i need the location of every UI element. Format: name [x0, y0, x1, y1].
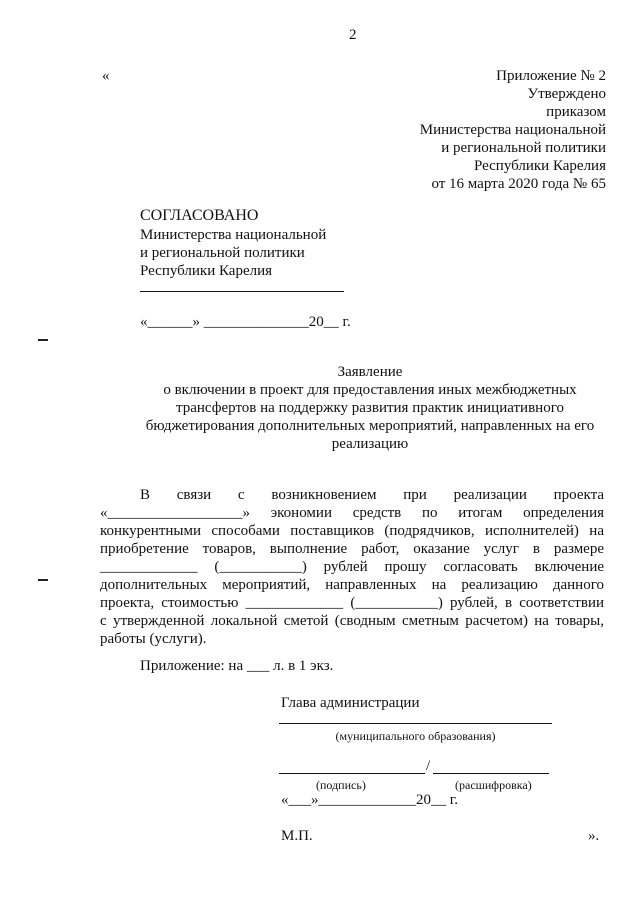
- appendix-block: [420, 67, 606, 193]
- heading-title: Заявление: [337, 364, 403, 380]
- close-quote: ».: [588, 828, 600, 844]
- head-title: Глава администрации: [281, 695, 420, 711]
- body-line: работы (услуги).: [100, 631, 207, 647]
- body-line: В связи с возникновением при реализации проекта: [140, 487, 604, 503]
- sign-line: [279, 773, 425, 774]
- body-line: с утвержденной локальной сметой (сводным сметным расчетом) на товары,: [100, 613, 604, 629]
- agreed-signature-line: [140, 291, 344, 292]
- municipal-line: [279, 723, 552, 724]
- body-line: приобретение товаров, выполнение работ, оказание услуг в размере: [100, 541, 604, 557]
- body-line: дополнительных мероприятий, направленных на реализацию данного: [100, 577, 604, 593]
- agreed-line: Министерства национальной: [140, 227, 327, 243]
- appendix-line: Министерства национальной: [419, 122, 606, 138]
- appendix-line: Приложение № 2: [496, 68, 606, 84]
- body-line: проекта, стоимостью _____________ (___________) рублей, в соответствии: [100, 595, 604, 611]
- agreed-date-line: «______» ______________20__ г.: [140, 314, 351, 330]
- page-number: 2: [349, 27, 357, 43]
- agreed-title: СОГЛАСОВАНО: [140, 207, 259, 224]
- sign-slash: /: [426, 758, 431, 774]
- sign-caption: (подпись): [316, 778, 366, 792]
- decode-line: [433, 773, 549, 774]
- body-line: _____________ (___________) рублей прошу согласовать включение: [100, 559, 604, 575]
- appendix-line: Утверждено: [527, 86, 606, 102]
- appendix-line: приказом: [546, 104, 606, 120]
- attachment-line: Приложение: на ___ л. в 1 экз.: [140, 658, 334, 674]
- stamp-label: М.П.: [281, 828, 313, 844]
- heading-line: реализацию: [331, 436, 409, 452]
- agreed-line: Республики Карелия: [140, 263, 273, 279]
- agreed-line: и региональной политики: [140, 245, 305, 261]
- scan-margin-mark: [38, 579, 48, 581]
- body-line: конкурентными способами поставщиков (подрядчиков, исполнителей) на: [100, 523, 604, 539]
- appendix-line: Республики Карелия: [473, 158, 606, 174]
- body-line: «__________________» экономии средств по итогам определения: [100, 505, 604, 521]
- signature-date-line: «___»_____________20__ г.: [281, 792, 458, 808]
- appendix-line: и региональной политики: [441, 140, 606, 156]
- heading-line: бюджетирования дополнительных мероприятий, направленных на его: [145, 418, 595, 434]
- appendix-line: от 16 марта 2020 года № 65: [431, 176, 606, 192]
- heading-line: трансфертов на поддержку развития практик инициативного: [176, 400, 564, 416]
- heading-line: о включении в проект для предоставления иных межбюджетных: [163, 382, 577, 398]
- decode-caption: (расшифровка): [455, 778, 532, 792]
- agreed-block: [140, 206, 326, 280]
- scan-margin-mark: [38, 339, 48, 341]
- heading-block: [0, 363, 640, 453]
- municipal-caption: (муниципального образования): [335, 729, 496, 743]
- open-quote: «: [102, 68, 110, 84]
